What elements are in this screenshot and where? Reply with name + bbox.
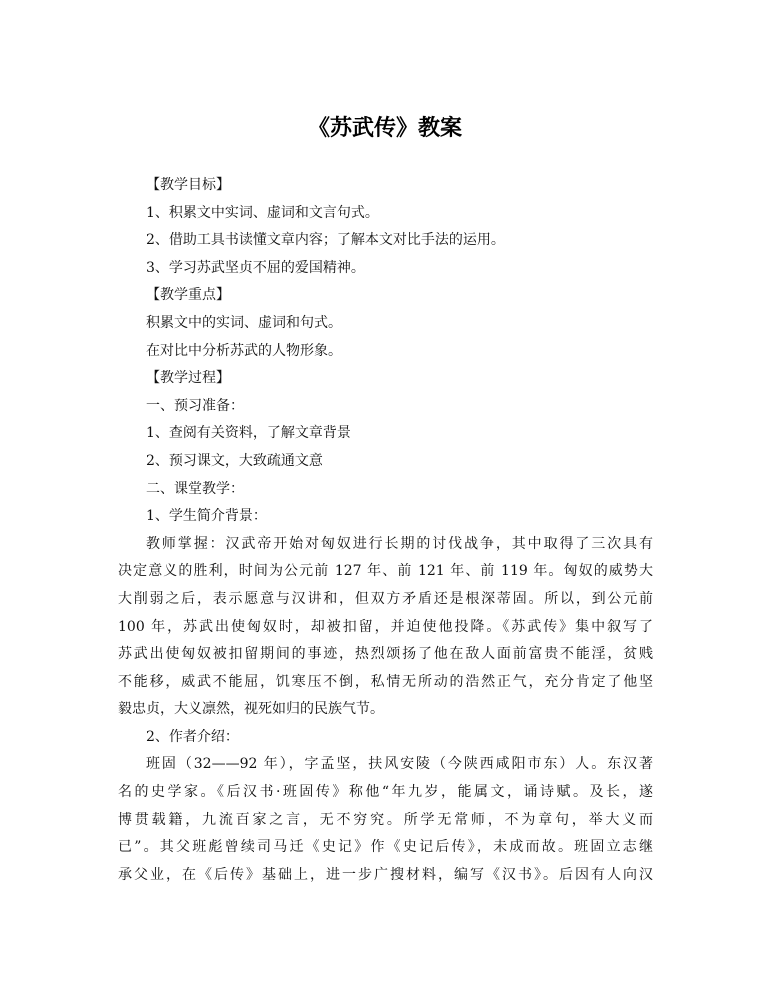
objective-item: 1、积累文中实词、虚词和文言句式。 bbox=[146, 204, 379, 221]
list-item: 2、预习课文，大致疏通文意 bbox=[146, 452, 323, 469]
paragraph-line: 承父业，在《后传》基础上，进一步广搜材料，编写《汉书》。后因有人向汉 bbox=[118, 866, 653, 883]
key-point-item: 在对比中分析苏武的人物形象。 bbox=[146, 342, 342, 359]
paragraph-line: 名的史学家。《后汉书·班固传》称他“年九岁，能属文，诵诗赋。及长，遂 bbox=[118, 784, 653, 801]
paragraph-line: 不能移，威武不能屈，饥寒压不倒，私情无所动的浩然正气，充分肯定了他坚 bbox=[118, 673, 653, 690]
subsection-heading: 一、预习准备： bbox=[146, 397, 244, 414]
key-point-item: 积累文中的实词、虚词和句式。 bbox=[146, 314, 342, 331]
paragraph-line: 100 年，苏武出使匈奴时，却被扣留，并迫使他投降。《苏武传》集中叙写了 bbox=[118, 618, 653, 635]
paragraph-line: 已”。其父班彪曾续司马迁《史记》作《史记后传》，未成而故。班固立志继 bbox=[118, 839, 653, 856]
paragraph-line: 班固（32——92 年），字孟坚，扶风安陵（今陕西咸阳市东）人。东汉著 bbox=[146, 756, 653, 773]
paragraph-line: 苏武出使匈奴被扣留期间的事迹，热烈颂扬了他在敌人面前富贵不能淫，贫贱 bbox=[118, 646, 653, 663]
paragraph-line: 博贯载籍，九流百家之言，无不穷究。所学无常师，不为章句，举大义而 bbox=[118, 811, 653, 828]
section-heading-process: 【教学过程】 bbox=[146, 370, 230, 387]
paragraph-line: 大削弱之后，表示愿意与汉讲和，但双方矛盾还是根深蒂固。所以，到公元前 bbox=[118, 590, 653, 607]
document-title: 《苏武传》教案 bbox=[307, 116, 462, 141]
subsection-heading: 二、课堂教学： bbox=[146, 480, 244, 497]
section-heading-objectives: 【教学目标】 bbox=[146, 177, 230, 193]
paragraph-line: 决定意义的胜利，时间为公元前 127 年、前 121 年、前 119 年。匈奴的威势大 bbox=[118, 563, 653, 580]
document-body bbox=[118, 172, 653, 889]
list-item: 1、查阅有关资料，了解文章背景 bbox=[146, 425, 351, 442]
section-heading-key-points: 【教学重点】 bbox=[146, 287, 230, 304]
list-item: 2、作者介绍： bbox=[146, 728, 239, 745]
objective-item: 3、学习苏武坚贞不屈的爱国精神。 bbox=[146, 259, 365, 276]
paragraph-line: 毅忠贞，大义凛然，视死如归的民族气节。 bbox=[118, 701, 384, 718]
list-item: 1、学生简介背景： bbox=[146, 508, 267, 525]
objective-item: 2、借助工具书读懂文章内容；了解本文对比手法的运用。 bbox=[146, 232, 505, 249]
paragraph-line: 教师掌握：汉武帝开始对匈奴进行长期的讨伐战争，其中取得了三次具有 bbox=[146, 535, 653, 552]
